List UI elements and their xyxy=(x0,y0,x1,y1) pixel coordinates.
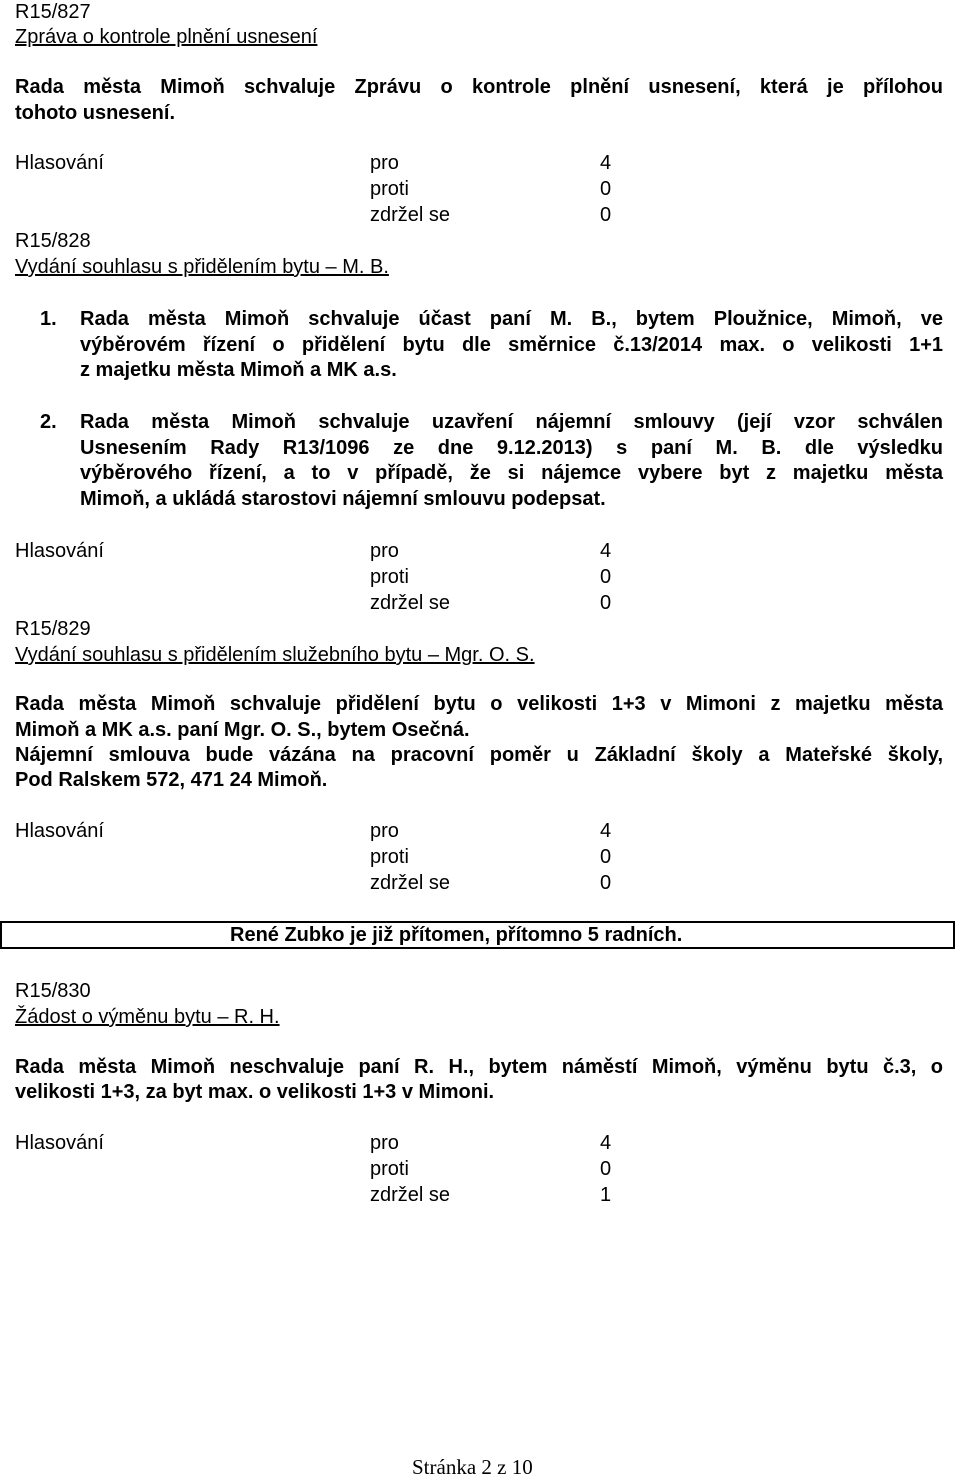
vote-pro-value: 4 xyxy=(600,820,612,842)
vote-pro-label: pro xyxy=(370,1132,399,1154)
vote-pro-value: 4 xyxy=(600,1132,612,1154)
attendance-notice-box xyxy=(0,921,955,949)
vote-zdrzel-value: 0 xyxy=(600,204,612,226)
resolution-text-line: Rada města Mimoň neschvaluje paní R. H., bytem náměstí Mimoň, výměnu bytu č.3, o xyxy=(15,1056,943,1078)
vote-pro-value: 4 xyxy=(600,152,612,174)
item-line: Mimoň, a ukládá starostovi nájemní smlouvu podepsat. xyxy=(80,487,606,510)
resolution-title: Vydání souhlasu s přidělením služebního bytu – Mgr. O. S. xyxy=(15,644,535,666)
vote-proti-value: 0 xyxy=(600,846,612,868)
vote-pro-label: pro xyxy=(370,152,399,174)
attendance-notice-text: René Zubko je již přítomen, přítomno 5 radních. xyxy=(230,924,683,946)
vote-zdrzel-label: zdržel se xyxy=(370,1184,451,1206)
vote-heading: Hlasování xyxy=(15,152,104,174)
vote-pro-label: pro xyxy=(370,820,399,842)
resolution-number: R15/830 xyxy=(15,980,91,1002)
vote-heading: Hlasování xyxy=(15,1132,104,1154)
footer-page-number: 2 xyxy=(481,1455,492,1479)
footer-of: z xyxy=(497,1455,507,1479)
resolution-number: R15/828 xyxy=(15,230,91,252)
resolution-text-line: Pod Ralskem 572, 471 24 Mimoň. xyxy=(15,769,328,791)
resolution-title: Vydání souhlasu s přidělením bytu – M. B. xyxy=(15,256,389,278)
item-line: Rada města Mimoň schvaluje uzavření nájemní smlouvy (její vzor schválen xyxy=(80,411,943,433)
vote-zdrzel-value: 0 xyxy=(600,872,612,894)
item-number: 1. xyxy=(40,308,57,330)
vote-zdrzel-value: 1 xyxy=(600,1184,612,1206)
vote-heading: Hlasování xyxy=(15,820,104,842)
vote-proti-label: proti xyxy=(370,566,409,588)
resolution-text-line: Nájemní smlouva bude vázána na pracovní poměr u Základní školy a Mateřské školy, xyxy=(15,744,943,766)
resolution-text-line: tohoto usnesení. xyxy=(15,102,175,124)
vote-zdrzel-value: 0 xyxy=(600,592,612,614)
vote-zdrzel-label: zdržel se xyxy=(370,872,451,894)
page-footer xyxy=(412,1455,533,1480)
vote-proti-label: proti xyxy=(370,846,409,868)
resolution-text-line: velikosti 1+3, za byt max. o velikosti 1+3 v Mimoni. xyxy=(15,1081,495,1103)
item-line: Usnesením Rady R13/1096 ze dne 9.12.2013) s paní M. B. dle výsledku xyxy=(80,436,943,459)
vote-pro-value: 4 xyxy=(600,540,612,562)
resolution-item xyxy=(80,410,943,512)
vote-zdrzel-label: zdržel se xyxy=(370,204,451,226)
resolution-text-line: Rada města Mimoň schvaluje přidělení bytu o velikosti 1+3 v Mimoni z majetku města xyxy=(15,693,943,715)
resolution-item xyxy=(80,307,943,384)
resolution-number: R15/829 xyxy=(15,618,91,640)
vote-proti-value: 0 xyxy=(600,178,612,200)
item-line: Rada města Mimoň schvaluje účast paní M. B., bytem Ploužnice, Mimoň, ve xyxy=(80,308,943,330)
item-number: 2. xyxy=(40,411,57,433)
footer-total-pages: 10 xyxy=(511,1455,533,1479)
resolution-number: R15/827 xyxy=(15,1,91,23)
vote-proti-label: proti xyxy=(370,178,409,200)
vote-proti-value: 0 xyxy=(600,1158,612,1180)
resolution-title: Žádost o výměnu bytu – R. H. xyxy=(15,1006,280,1028)
item-line: z majetku města Mimoň a MK a.s. xyxy=(80,359,397,381)
vote-proti-label: proti xyxy=(370,1158,409,1180)
vote-proti-value: 0 xyxy=(600,566,612,588)
vote-zdrzel-label: zdržel se xyxy=(370,592,451,614)
item-line: výběrového řízení, a to v případě, že si nájemce vybere byt z majetku města xyxy=(80,462,943,484)
vote-pro-label: pro xyxy=(370,540,399,562)
resolution-text-line: Rada města Mimoň schvaluje Zprávu o kontrole plnění usnesení, která je přílohou xyxy=(15,76,943,98)
vote-heading: Hlasování xyxy=(15,540,104,562)
item-line: výběrovém řízení o přidělení bytu dle směrnice č.13/2014 max. o velikosti 1+1 xyxy=(80,333,943,356)
resolution-title: Zpráva o kontrole plnění usnesení xyxy=(15,26,318,48)
footer-prefix: Stránka xyxy=(412,1455,477,1479)
resolution-text-line: Mimoň a MK a.s. paní Mgr. O. S., bytem Osečná. xyxy=(15,719,470,741)
